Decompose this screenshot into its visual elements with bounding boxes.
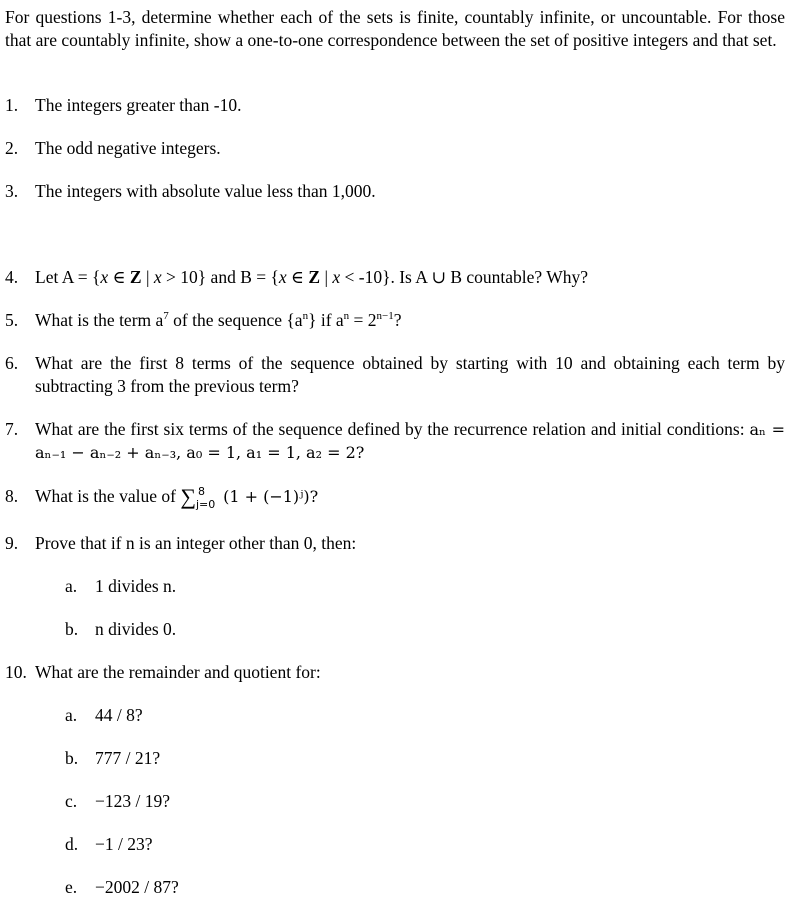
question-number: 2. [5,138,19,158]
question-10 [5,661,785,684]
question-text: Let A = {x ∈ Z | x > 10} and B = {x ∈ Z | x < -10}. Is A ∪ B countable? Why? [35,267,589,287]
question-number: 9. [5,533,19,553]
instructions-paragraph: For questions 1-3, determine whether each of the sets is finite, countably infinite, or uncountable. For those that are countably infinite, show a one-to-one correspondence between the set of positive integers and that set. [5,7,785,50]
question-number: 1. [5,95,19,115]
question-text: What is the term $a^7$ of the sequence $\{a^n\}$ if $a^n = 2^{n-1}$? [35,310,402,330]
question-6 [5,352,785,398]
question-7 [5,418,785,464]
sum-lower-limit: j=0 [196,498,216,511]
question-number: 10. [5,662,27,682]
question-text: What are the first six terms of the sequence defined by the recurrence relation and initial conditions: aₙ = aₙ₋₁ − aₙ₋₂ + aₙ₋₃, a₀ = 1, a₁ = 1, a₂ = 2? [35,419,785,462]
sub-label: a. [65,576,78,596]
question-5 [5,309,785,332]
question-number: 7. [5,419,19,439]
sub-text: −123 / 19? [95,791,170,811]
question-9-part-b [65,618,176,641]
sub-label: a. [65,705,78,725]
question-text: The integers with absolute value less than 1,000. [35,181,376,201]
question-2 [5,137,785,160]
sub-text: 777 / 21? [95,748,161,768]
question-number: 4. [5,267,19,287]
question-text: What are the first 8 terms of the sequence obtained by starting with 10 and obtaining each term by subtracting 3 from the previous term? [35,353,785,396]
sub-text: −2002 / 87? [95,877,179,897]
sub-label: c. [65,791,78,811]
question-8 [5,484,785,511]
question-number: 3. [5,181,19,201]
question-10-part-b [65,747,160,770]
question-4 [5,266,785,289]
question-9 [5,532,785,555]
question-10-part-d [65,833,153,856]
question-text: What is the value of ∑ 8 j=0 (1 + (−1)ʲ)? [35,485,785,508]
question-text: What are the remainder and quotient for: [35,662,321,682]
sub-text: 44 / 8? [95,705,143,725]
question-text: The integers greater than -10. [35,95,242,115]
summation-symbol: ∑ [180,484,196,509]
sub-label: d. [65,834,79,854]
sum-upper-limit: 8 [198,485,205,498]
question-number: 5. [5,310,19,330]
recurrence-formula: aₙ = aₙ₋₁ − aₙ₋₂ + aₙ₋₃, a₀ = 1, a₁ = 1, a₂ = 2? [35,420,785,462]
question-number: 8. [5,486,19,506]
question-10-part-e [65,876,179,899]
sub-text: n divides 0. [95,619,177,639]
sub-text: −1 / 23? [95,834,153,854]
question-3 [5,180,785,203]
question-1 [5,94,785,117]
question-text: The odd negative integers. [35,138,221,158]
sub-label: e. [65,877,78,897]
question-9-part-a [65,575,176,598]
question-10-part-a [65,704,143,727]
question-10-part-c [65,790,170,813]
question-number: 6. [5,353,19,373]
sub-text: 1 divides n. [95,576,177,596]
sub-label: b. [65,619,79,639]
sub-label: b. [65,748,79,768]
question-text: Prove that if n is an integer other than 0, then: [35,533,357,553]
